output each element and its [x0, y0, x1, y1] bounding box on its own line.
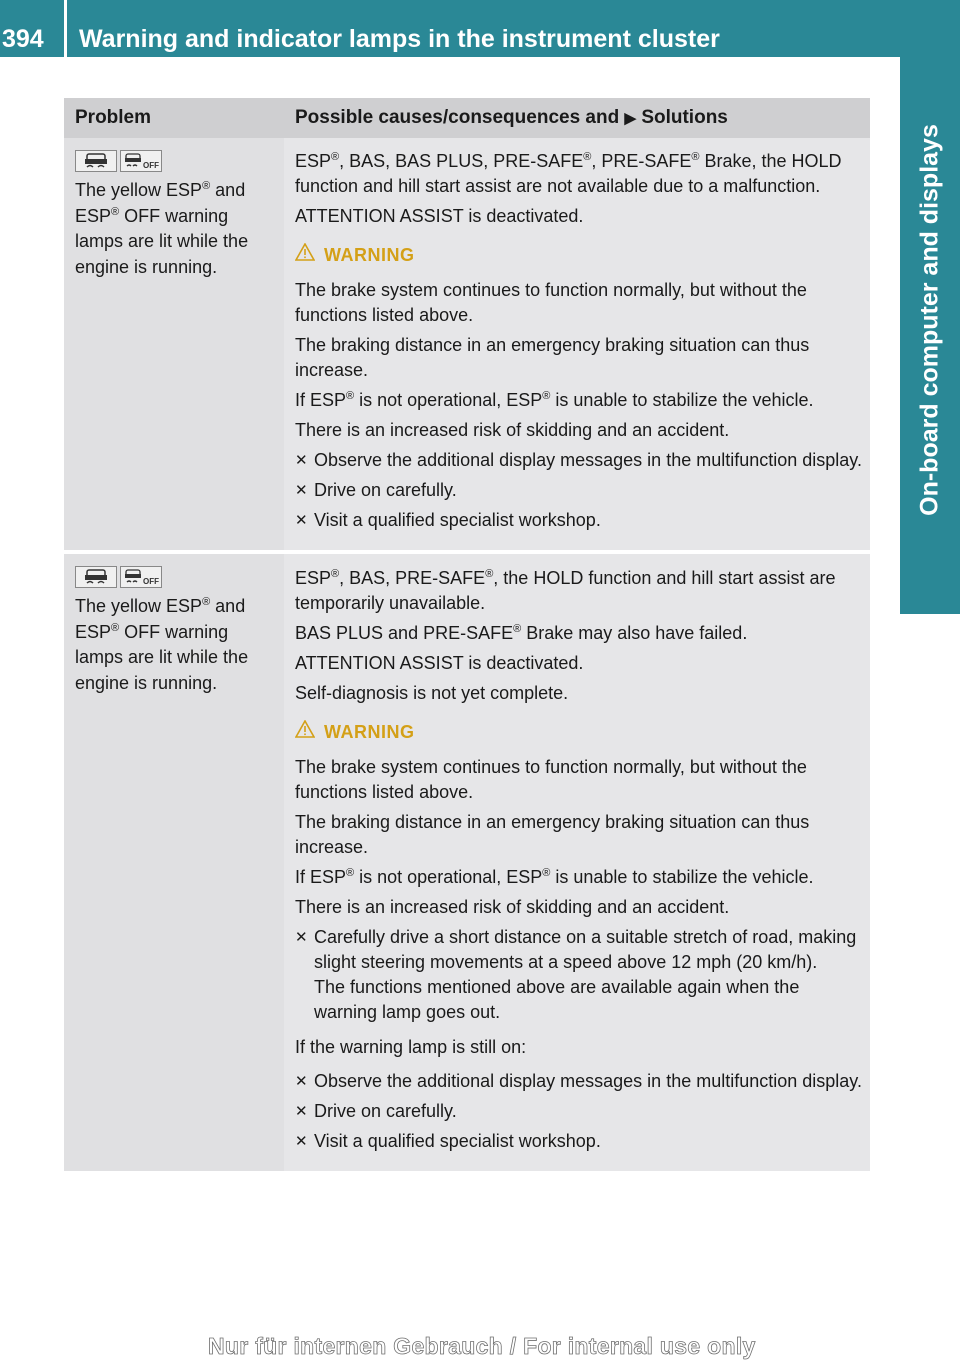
registered-mark: ®: [202, 596, 211, 608]
table-row: [64, 138, 870, 550]
warning-line: There is an increased risk of skidding and an accident.: [295, 897, 730, 917]
page-title: Warning and indicator lamps in the instrument cluster: [79, 25, 720, 53]
column-header-causes: [284, 98, 728, 138]
registered-mark: ®: [202, 180, 211, 192]
registered-mark: ®: [346, 390, 355, 402]
registered-mark: ®: [111, 621, 120, 634]
cause-line: BAS PLUS and PRE-SAFE® Brake may also have failed.: [295, 623, 748, 643]
registered-mark: ®: [542, 867, 551, 879]
cause-line: Self-diagnosis is not yet complete.: [295, 683, 569, 703]
warning-lamp-table: [64, 98, 870, 1171]
warning-line: There is an increased risk of skidding and an accident.: [295, 420, 730, 440]
esp-lamp-icon: [75, 150, 117, 172]
warning-line: The brake system continues to function normally, but without the functions listed above.: [295, 757, 807, 802]
problem-text-part: ESP: [75, 621, 112, 642]
warning-line: If ESP® is not operational, ESP® is unable to stabilize the vehicle.: [295, 390, 814, 410]
action-step-icon: ✕: [295, 482, 308, 499]
problem-cell: [64, 554, 284, 1171]
action-step: [295, 508, 862, 533]
warning-heading: [295, 720, 862, 745]
action-step-icon: ✕: [295, 1133, 308, 1150]
registered-mark: ®: [542, 390, 551, 402]
problem-description: [75, 594, 276, 696]
page-number: 394: [2, 25, 44, 53]
side-tab-label: On-board computer and displays: [915, 124, 944, 516]
action-step-icon: ✕: [295, 929, 308, 946]
lamp-icon-pair: [75, 150, 276, 172]
cause-line: ESP®, BAS, BAS PLUS, PRE-SAFE®, PRE-SAFE® Brake, the HOLD function and hill start assist are not available due to a malfunction.: [295, 151, 842, 196]
registered-mark: ®: [346, 867, 355, 879]
action-step-text: Drive on carefully.: [314, 480, 457, 500]
action-step-icon: ✕: [295, 512, 308, 529]
problem-text-part: OFF warning lamps are lit while the engine is running.: [75, 621, 249, 693]
esp-off-lamp-icon: [120, 150, 162, 172]
action-step: [295, 1069, 862, 1094]
action-step: [295, 925, 862, 1025]
registered-mark: ®: [513, 623, 522, 635]
warning-line: The braking distance in an emergency braking situation can thus increase.: [295, 812, 810, 857]
action-step-text: Visit a qualified specialist workshop.: [314, 1131, 601, 1151]
warning-triangle-icon: [295, 243, 315, 268]
action-step-text: Visit a qualified specialist workshop.: [314, 510, 601, 530]
table-header-row: [64, 98, 870, 138]
esp-lamp-icon: [75, 566, 117, 588]
page-number-divider: [64, 0, 67, 57]
problem-text-part: and: [210, 596, 246, 616]
registered-mark: ®: [691, 151, 700, 163]
action-step-icon: ✕: [295, 1103, 308, 1120]
table-row: [64, 550, 870, 1171]
esp-off-lamp-icon: [120, 566, 162, 588]
problem-text-part: and: [210, 180, 246, 200]
cause-line: ATTENTION ASSIST is deactivated.: [295, 206, 584, 226]
registered-mark: ®: [485, 568, 494, 580]
problem-description: [75, 178, 276, 280]
lamp-icon-pair: [75, 566, 276, 588]
warning-label: WARNING: [324, 245, 415, 265]
registered-mark: ®: [111, 205, 120, 218]
action-step-text: Observe the additional display messages in the multifunction display.: [314, 450, 862, 470]
action-step-text: Drive on carefully.: [314, 1101, 457, 1121]
column-header-causes-text: Possible causes/consequences and: [295, 107, 620, 128]
problem-text-part: OFF warning lamps are lit while the engine is running.: [75, 205, 249, 277]
warning-triangle-icon: [295, 720, 315, 745]
action-step-text: Observe the additional display messages in the multifunction display.: [314, 1071, 862, 1091]
warning-line: The brake system continues to function normally, but without the functions listed above.: [295, 280, 807, 325]
action-step-icon: ✕: [295, 452, 308, 469]
action-step-text: Carefully drive a short distance on a suitable stretch of road, making slight steering movements at a speed above 12 mph (20 km/h).: [314, 927, 857, 972]
warning-heading: [295, 243, 862, 268]
causes-cell: [284, 554, 870, 1171]
registered-mark: ®: [583, 151, 592, 163]
svg-text:OFF: OFF: [143, 161, 159, 170]
solution-arrow-icon: ▶: [624, 110, 637, 127]
cause-line: ESP®, BAS, PRE-SAFE®, the HOLD function and hill start assist are temporarily unavailable.: [295, 568, 836, 613]
action-step: [295, 1099, 862, 1124]
warning-line: If ESP® is not operational, ESP® is unable to stabilize the vehicle.: [295, 867, 814, 887]
action-step: [295, 448, 862, 473]
problem-text-part: The yellow ESP: [75, 596, 203, 616]
if-still-on-text: If the warning lamp is still on:: [295, 1037, 527, 1057]
column-header-problem: Problem: [75, 107, 152, 128]
registered-mark: ®: [331, 151, 340, 163]
action-step-result: The functions mentioned above are available again when the warning lamp goes out.: [314, 977, 800, 1022]
svg-text:OFF: OFF: [143, 577, 159, 586]
action-step: [295, 1129, 862, 1154]
column-header-solutions-text: Solutions: [641, 107, 728, 128]
registered-mark: ®: [331, 568, 340, 580]
warning-line: The braking distance in an emergency braking situation can thus increase.: [295, 335, 810, 380]
cause-line: ATTENTION ASSIST is deactivated.: [295, 653, 584, 673]
problem-text-part: The yellow ESP: [75, 180, 203, 200]
causes-cell: [284, 138, 870, 550]
problem-text-part: ESP: [75, 205, 112, 226]
footer-watermark: Nur für internen Gebrauch / For internal use only: [208, 1333, 756, 1359]
warning-label: WARNING: [324, 722, 415, 742]
problem-cell: [64, 138, 284, 550]
action-step-icon: ✕: [295, 1073, 308, 1090]
action-step: [295, 478, 862, 503]
